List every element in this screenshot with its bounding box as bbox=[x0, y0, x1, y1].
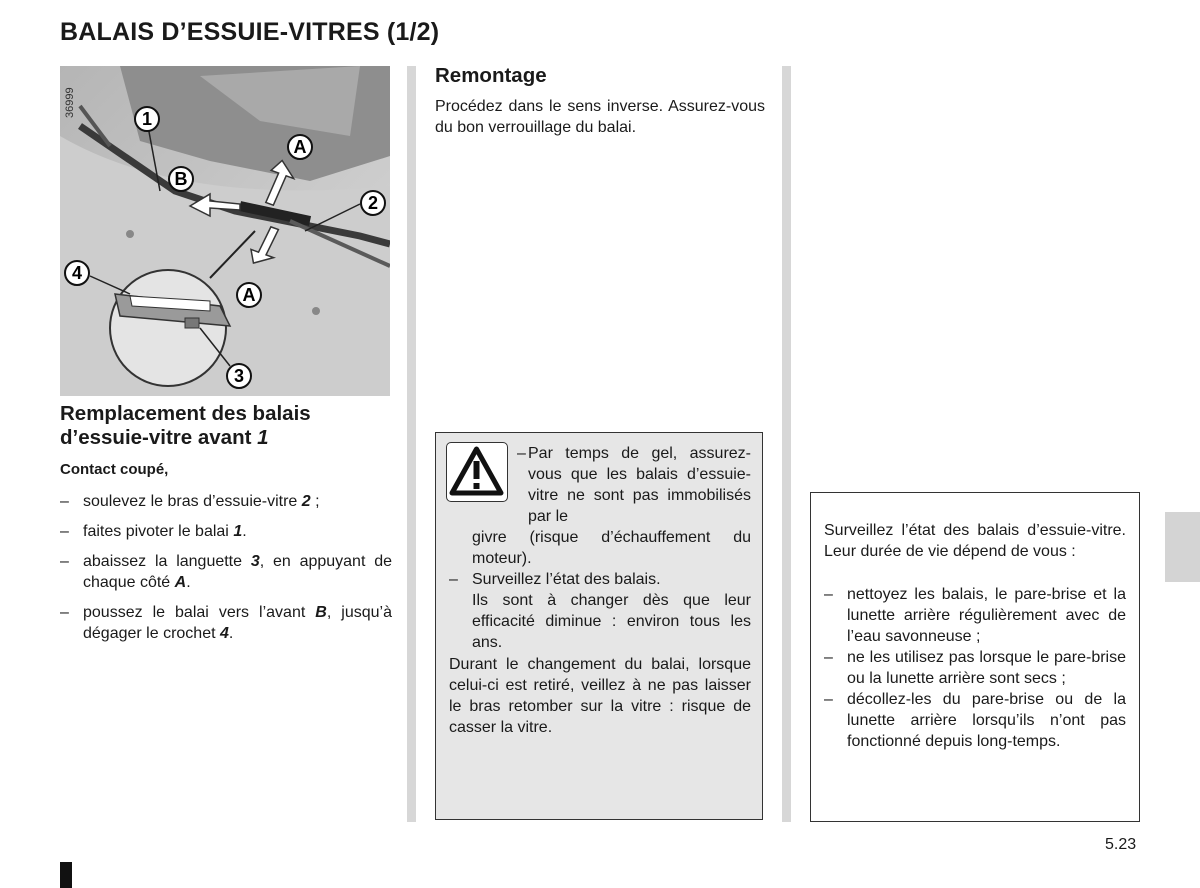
remontage-text: Procédez dans le sens inverse. Assurez-vous du bon verrouillage du balai. bbox=[435, 98, 765, 136]
column-divider-left bbox=[407, 66, 416, 822]
wiper-illustration bbox=[60, 66, 390, 396]
warning-triangle-icon bbox=[446, 442, 508, 502]
figure-code: 36999 bbox=[64, 87, 76, 118]
callout-a-top: A bbox=[293, 137, 307, 157]
list-item: – ne les utilisez pas lorsque le pare-brise ou la lunette arrière sont secs ; bbox=[824, 649, 1126, 687]
replacement-steps bbox=[60, 491, 392, 653]
info-intro: Surveillez l’état des balais d’essuie-vitre. Leur durée de vie dépend de vous : bbox=[824, 522, 1126, 560]
corner-mark bbox=[60, 862, 72, 888]
callout-3: 3 bbox=[233, 366, 245, 386]
warning-item-1-rest: givre (risque d’échauffement du moteur). bbox=[472, 529, 751, 567]
section-heading-remontage: Remontage bbox=[435, 64, 547, 87]
warning-closing: Durant le changement du balai, lorsque celui-ci est retiré, veillez à ne pas laisser le bras retomber sur la vitre : risque de casser la vitre. bbox=[449, 656, 751, 736]
info-list bbox=[824, 584, 1126, 752]
page-title: BALAIS D’ESSUIE-VITRES (1/2) bbox=[60, 18, 440, 46]
warning-item-2: – Surveillez l’état des balais. bbox=[449, 571, 661, 588]
callout-4: 4 bbox=[71, 263, 83, 283]
list-item: – faites pivoter le balai 1. bbox=[60, 523, 247, 540]
list-item: – soulevez le bras d’essuie-vitre 2 ; bbox=[60, 493, 320, 510]
list-item: – abaissez la languette 3, en appuyant de chaque côté A. bbox=[60, 553, 392, 591]
page-number: 5.23 bbox=[1105, 836, 1137, 853]
callout-a-bottom: A bbox=[242, 285, 256, 305]
section-heading-replacement: Remplacement des balais d’essuie-vitre avant 1 bbox=[60, 402, 311, 449]
callout-2: 2 bbox=[367, 193, 379, 213]
wiper-diagram bbox=[60, 66, 390, 396]
callout-b: B bbox=[174, 169, 188, 189]
list-item: – décollez-les du pare-brise ou de la lunette arrière lorsqu’ils n’ont pas fonctionné depuis long-temps. bbox=[824, 691, 1126, 750]
column-divider-right bbox=[782, 66, 791, 822]
callout-1: 1 bbox=[141, 109, 153, 129]
list-item: – nettoyez les balais, le pare-brise et la lunette arrière régulièrement avec de l’eau savonneuse ; bbox=[824, 586, 1126, 645]
chapter-tab bbox=[1165, 512, 1200, 582]
list-item: – poussez le balai vers l’avant B, jusqu’à dégager le crochet 4. bbox=[60, 604, 392, 642]
warning-item-1-first: – Par temps de gel, assurez-vous que les balais d’essuie-vitre ne sont pas immobilisés par le bbox=[517, 445, 751, 525]
contact-note: Contact coupé, bbox=[60, 461, 169, 478]
warning-item-2-rest: Ils sont à changer dès que leur efficacité diminue : environ tous les ans. bbox=[472, 592, 751, 651]
